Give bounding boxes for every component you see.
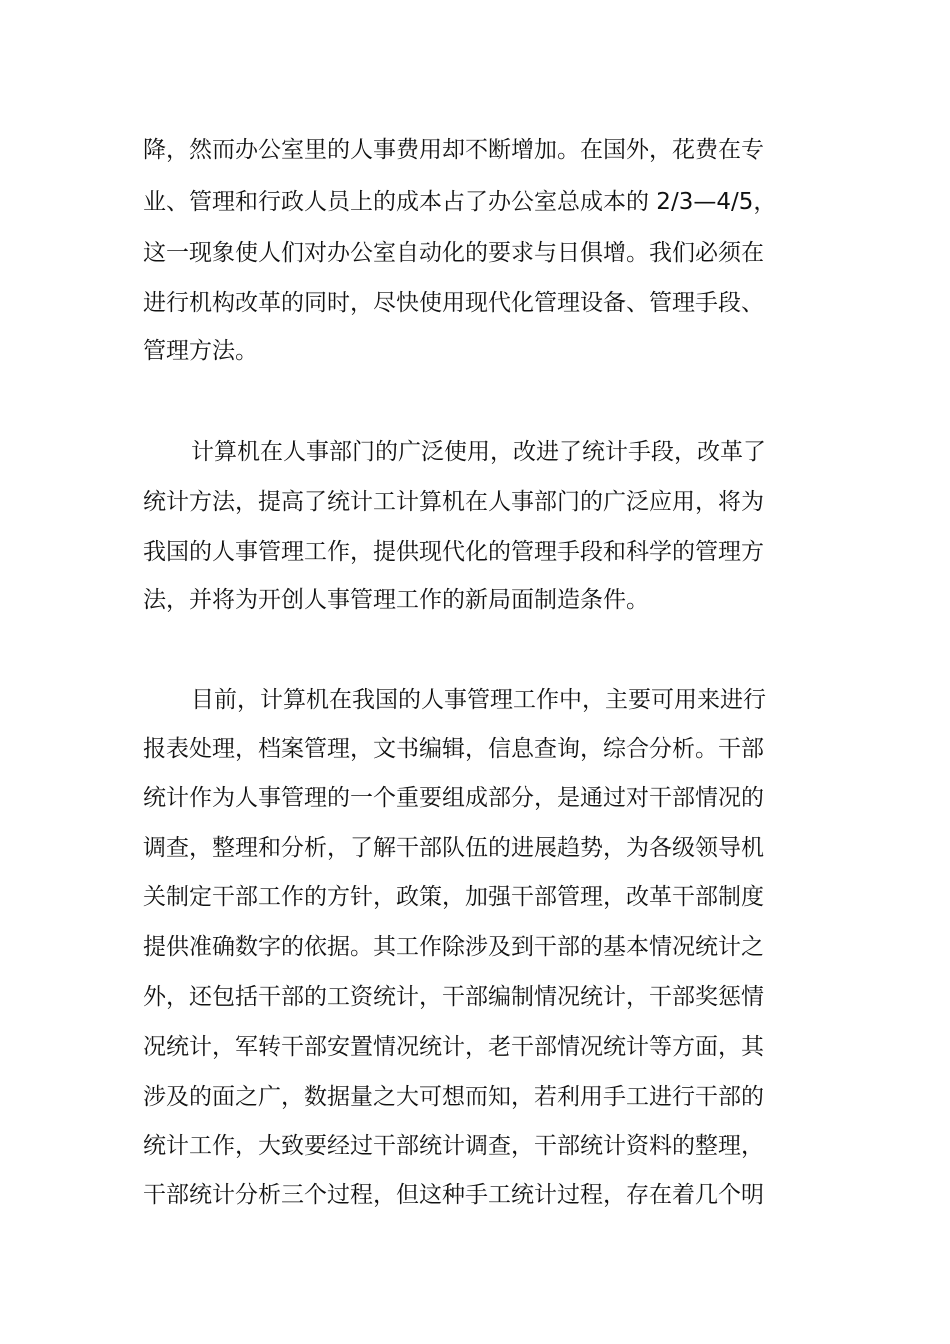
paragraph-1-line-1: 降，然而办公室里的人事费用却不断增加。在国外，花费在专 xyxy=(143,137,764,163)
paragraph-3-line-3: 统计作为人事管理的一个重要组成部分，是通过对干部情况的 xyxy=(143,785,764,811)
paragraph-3-line-8: 况统计，军转干部安置情况统计，老干部情况统计等方面，其 xyxy=(143,1034,764,1060)
paragraph-3-line-5: 关制定干部工作的方针，政策，加强干部管理，改革干部制度 xyxy=(143,884,764,910)
paragraph-3-line-9: 涉及的面之广，数据量之大可想而知，若利用手工进行干部的 xyxy=(143,1084,764,1110)
paragraph-2-line-2: 统计方法，提高了统计工计算机在人事部门的广泛应用，将为 xyxy=(143,489,764,515)
paragraph-2-line-1: 计算机在人事部门的广泛使用，改进了统计手段，改革了 xyxy=(191,439,766,465)
paragraph-3-line-7: 外，还包括干部的工资统计，干部编制情况统计，干部奖惩情 xyxy=(143,984,764,1010)
paragraph-1-line-2: 业、管理和行政人员上的成本占了办公室总成本的 2/3—4/5， xyxy=(143,189,777,215)
paragraph-2-line-4: 法，并将为开创人事管理工作的新局面制造条件。 xyxy=(143,587,649,613)
paragraph-2-line-3: 我国的人事管理工作，提供现代化的管理手段和科学的管理方 xyxy=(143,539,764,565)
paragraph-3-line-6: 提供准确数字的依据。其工作除涉及到干部的基本情况统计之 xyxy=(143,934,764,960)
paragraph-3-line-2: 报表处理，档案管理，文书编辑，信息查询，综合分析。干部 xyxy=(143,736,764,762)
paragraph-3-line-10: 统计工作，大致要经过干部统计调查，干部统计资料的整理， xyxy=(143,1133,764,1159)
paragraph-3-line-11: 干部统计分析三个过程，但这种手工统计过程，存在着几个明 xyxy=(143,1182,764,1208)
paragraph-1-line-4: 进行机构改革的同时，尽快使用现代化管理设备、管理手段、 xyxy=(143,290,764,316)
paragraph-3-line-4: 调查，整理和分析，了解干部队伍的进展趋势，为各级领导机 xyxy=(143,835,764,861)
paragraph-1-line-3: 这一现象使人们对办公室自动化的要求与日俱增。我们必须在 xyxy=(143,240,764,266)
paragraph-3-line-1: 目前，计算机在我国的人事管理工作中，主要可用来进行 xyxy=(191,687,766,713)
paragraph-1-line-5: 管理方法。 xyxy=(143,338,258,364)
